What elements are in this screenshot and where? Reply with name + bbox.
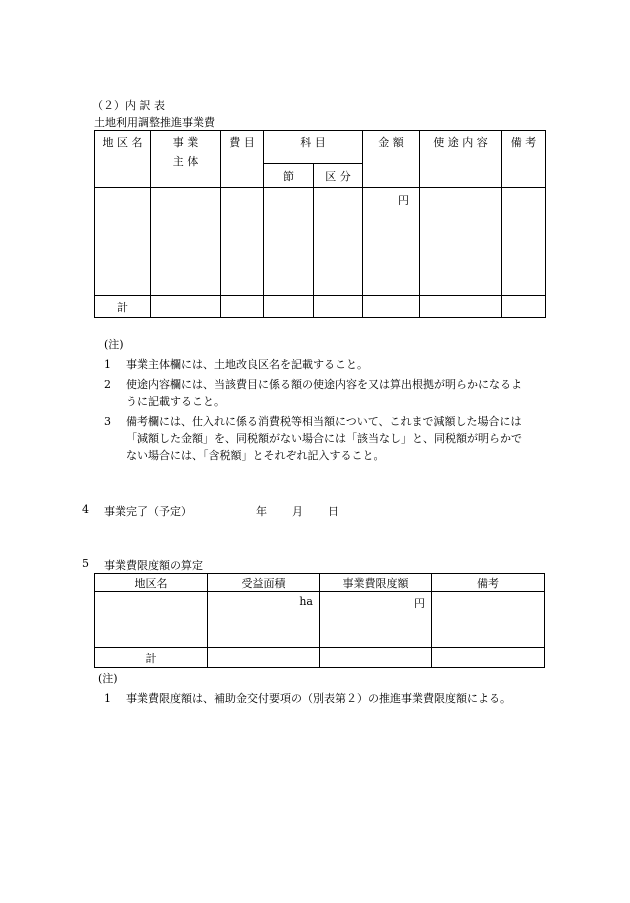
section5-number: 5 — [82, 557, 89, 570]
header-amount: 金 額 — [363, 131, 420, 188]
area-unit: ha — [208, 592, 320, 648]
header-setsu: 節 — [264, 164, 314, 188]
section-heading: （２）内 訳 表 — [92, 99, 165, 112]
header-area: 受益面積 — [208, 574, 320, 592]
header-remarks: 備考 — [432, 574, 545, 592]
header-expense: 費 目 — [221, 131, 264, 188]
month-label: 月 — [292, 505, 303, 518]
notes-label: (注) — [104, 338, 124, 351]
total-row — [95, 648, 545, 668]
amount-unit: 円 — [363, 188, 420, 296]
note-item: 2 使途内容欄には、当該費目に係る額の使途内容を又は算出根拠が明らかになるよ — [104, 378, 522, 391]
header-remarks: 備 考 — [502, 131, 546, 188]
note-item: 3 備考欄には、仕入れに係る消費税等相当額について、これまで減額した場合には — [104, 415, 522, 428]
table-subtitle: 土地利用調整推進事業費 — [94, 116, 215, 129]
total-label: 計 — [95, 648, 208, 668]
header-kubun: 区 分 — [314, 164, 363, 188]
note-item: 1 事業主体欄には、土地改良区名を記載すること。 — [104, 358, 368, 371]
note-item-continued: うに記載すること。 — [126, 395, 225, 408]
section4-number: 4 — [82, 503, 89, 516]
limit-table — [94, 573, 545, 668]
table-row — [95, 592, 545, 648]
header-account: 科 目 — [264, 131, 363, 164]
header-limit: 事業費限度額 — [320, 574, 432, 592]
total-label: 計 — [95, 296, 151, 318]
header-district: 地区名 — [95, 574, 208, 592]
note-item-continued: ない場合には、「含税額」とそれぞれ記入すること。 — [126, 449, 385, 462]
section5-label: 事業費限度額の算定 — [104, 559, 203, 572]
note-item: 1 事業費限度額は、補助金交付要項の（別表第２）の推進事業費限度額による。 — [104, 692, 511, 705]
note-item-continued: 「減額した金額」を、同税額がない場合には「該当なし」と、同税額が明らかで — [126, 432, 522, 445]
header-district: 地 区 名 — [95, 131, 151, 188]
breakdown-table — [94, 130, 546, 318]
table-row — [95, 188, 546, 296]
header-actor: 事 業 主 体 — [151, 131, 221, 188]
amount-unit: 円 — [320, 592, 432, 648]
year-label: 年 — [256, 505, 267, 518]
header-usage: 使 途 内 容 — [420, 131, 502, 188]
day-label: 日 — [328, 505, 339, 518]
notes-label: (注) — [98, 672, 118, 685]
total-row — [95, 296, 546, 318]
section4-label: 事業完了（予定） — [104, 505, 192, 518]
